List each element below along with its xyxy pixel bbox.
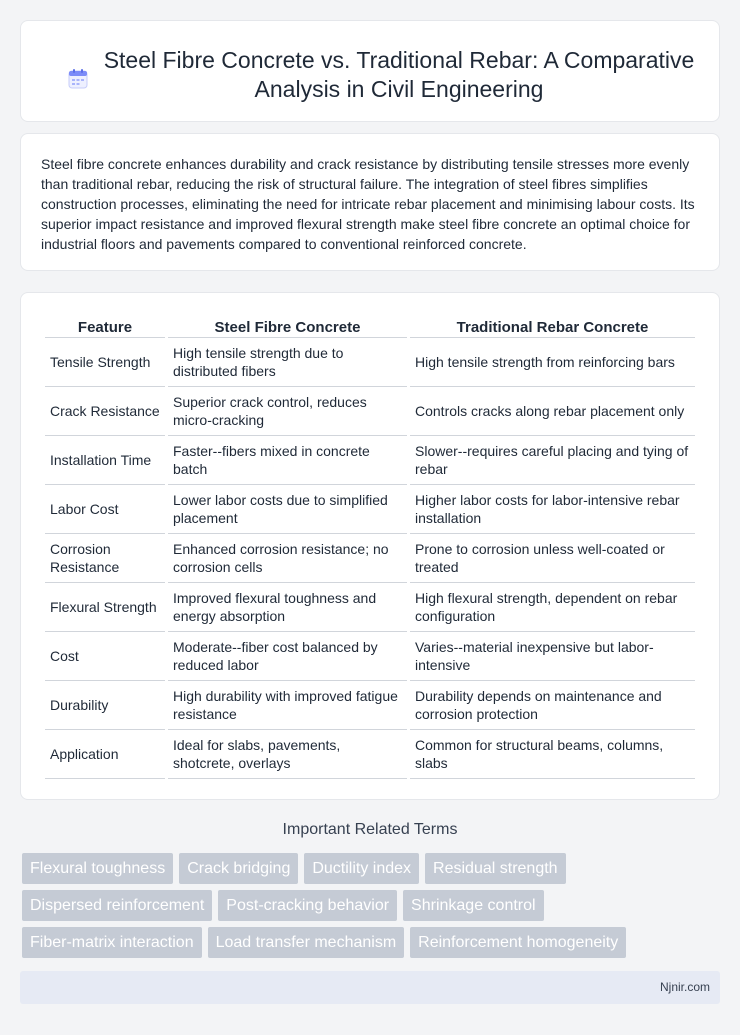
- table-row: [45, 681, 695, 730]
- cell-steel-fibre: High durability with improved fatigue resistance: [168, 681, 407, 730]
- cell-steel-fibre: Moderate--fiber cost balanced by reduced labor: [168, 632, 407, 681]
- intro-card: [20, 133, 720, 271]
- cell-steel-fibre: Faster--fibers mixed in concrete batch: [168, 436, 407, 485]
- cell-feature: Cost: [45, 632, 165, 681]
- page-title: Steel Fibre Concrete vs. Traditional Rebar: A Comparative Analysis in Civil Engineering: [103, 47, 695, 102]
- table-row: [45, 534, 695, 583]
- related-term-tag[interactable]: Flexural toughness: [22, 853, 173, 884]
- related-term-tag[interactable]: Ductility index: [304, 853, 419, 884]
- related-term-tag[interactable]: Load transfer mechanism: [208, 927, 405, 958]
- cell-feature: Labor Cost: [45, 485, 165, 534]
- related-term-tag[interactable]: Post-cracking behavior: [218, 890, 397, 921]
- table-row: [45, 730, 695, 779]
- header-traditional-rebar: Traditional Rebar Concrete: [410, 313, 695, 338]
- header-feature: Feature: [45, 313, 165, 338]
- intro-paragraph: Steel fibre concrete enhances durability and crack resistance by distributing tensile stresses more evenly than traditional rebar, reducing the risk of structural failure. The integration of steel fibres simplifies construction processes, eliminating the need for intricate rebar placement and minimising labour costs. Its superior impact resistance and improved flexural strength make steel fibre concrete an optimal choice for industrial floors and pavements compared to conventional reinforced concrete.: [41, 156, 695, 252]
- related-terms-title: Important Related Terms: [282, 821, 458, 838]
- cell-feature: Corrosion Resistance: [45, 534, 165, 583]
- table-header-row: [45, 313, 695, 338]
- footer-site[interactable]: Njnir.com: [659, 980, 710, 994]
- cell-steel-fibre: High tensile strength due to distributed fibers: [168, 338, 407, 387]
- cell-feature: Durability: [45, 681, 165, 730]
- related-term-tag[interactable]: Fiber-matrix interaction: [22, 927, 202, 958]
- cell-traditional-rebar: Prone to corrosion unless well-coated or treated: [410, 534, 695, 583]
- cell-traditional-rebar: High flexural strength, dependent on rebar configuration: [410, 583, 695, 632]
- cell-traditional-rebar: Common for structural beams, columns, slabs: [410, 730, 695, 779]
- table-row: [45, 632, 695, 681]
- table-row: [45, 583, 695, 632]
- cell-traditional-rebar: Higher labor costs for labor-intensive rebar installation: [410, 485, 695, 534]
- cell-steel-fibre: Improved flexural toughness and energy absorption: [168, 583, 407, 632]
- cell-feature: Tensile Strength: [45, 338, 165, 387]
- cell-traditional-rebar: Varies--material inexpensive but labor-intensive: [410, 632, 695, 681]
- title-card: [20, 20, 720, 122]
- cell-feature: Crack Resistance: [45, 387, 165, 436]
- related-term-tag[interactable]: Shrinkage control: [403, 890, 544, 921]
- table-row: [45, 485, 695, 534]
- cell-traditional-rebar: Durability depends on maintenance and corrosion protection: [410, 681, 695, 730]
- related-terms-list: [22, 853, 722, 958]
- table-row: [45, 338, 695, 387]
- comparison-table-card: [20, 292, 720, 800]
- table-row: [45, 387, 695, 436]
- table-row: [45, 436, 695, 485]
- related-term-tag[interactable]: Reinforcement homogeneity: [410, 927, 626, 958]
- comparison-table: [42, 313, 698, 779]
- cell-traditional-rebar: Slower--requires careful placing and tying of rebar: [410, 436, 695, 485]
- cell-steel-fibre: Lower labor costs due to simplified placement: [168, 485, 407, 534]
- cell-steel-fibre: Ideal for slabs, pavements, shotcrete, overlays: [168, 730, 407, 779]
- cell-steel-fibre: Enhanced corrosion resistance; no corrosion cells: [168, 534, 407, 583]
- cell-feature: Installation Time: [45, 436, 165, 485]
- footer: [20, 971, 720, 1004]
- related-term-tag[interactable]: Crack bridging: [179, 853, 298, 884]
- related-term-tag[interactable]: Residual strength: [425, 853, 566, 884]
- related-term-tag[interactable]: Dispersed reinforcement: [22, 890, 212, 921]
- header-steel-fibre: Steel Fibre Concrete: [168, 313, 407, 338]
- cell-feature: Application: [45, 730, 165, 779]
- cell-traditional-rebar: High tensile strength from reinforcing bars: [410, 338, 695, 387]
- calendar-icon: [67, 68, 89, 90]
- cell-traditional-rebar: Controls cracks along rebar placement only: [410, 387, 695, 436]
- cell-steel-fibre: Superior crack control, reduces micro-cracking: [168, 387, 407, 436]
- cell-feature: Flexural Strength: [45, 583, 165, 632]
